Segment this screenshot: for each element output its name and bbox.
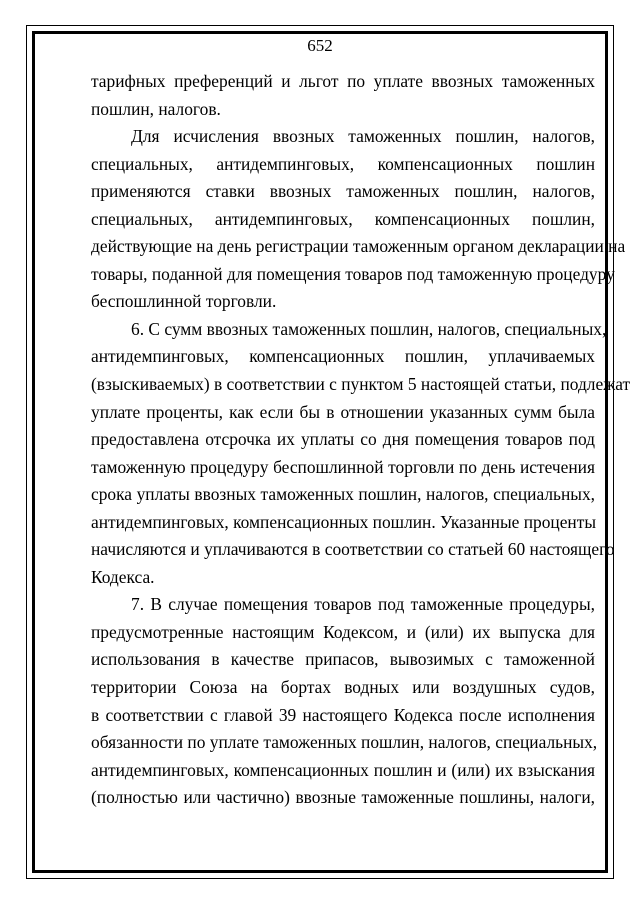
text-line: тарифных преференций и льгот по уплате ввозных таможенных (91, 71, 595, 91)
text-line: беспошлинной торговли. (91, 291, 277, 312)
text-line: территории Союза на бортах водных или воздушных судов, (91, 677, 595, 698)
page-number: 652 (307, 36, 333, 55)
text-line: специальных, антидемпинговых, компенсационных пошлин (91, 153, 595, 174)
text-line: специальных, антидемпинговых, компенсационных пошлин, (91, 208, 595, 229)
text-line: предоставлена отсрочка их уплаты со дня помещения товаров под (91, 429, 595, 450)
text-line: антидемпинговых, компенсационных пошлин и (или) их взыскания (91, 759, 595, 780)
text-line: использования в качестве припасов, вывозимых с таможенной (91, 649, 595, 670)
text-line: (взыскиваемых) в соответствии с пунктом 5 настоящей статьи, подлежат (91, 374, 631, 395)
text-line: обязанности по уплате таможенных пошлин, налогов, специальных, (91, 732, 598, 753)
text-line: применяются ставки ввозных таможенных пошлин, налогов, (91, 181, 595, 202)
text-line: антидемпинговых, компенсационных пошлин, уплачиваемых (91, 346, 595, 367)
text-line: Кодекса. (91, 566, 155, 587)
text-line: срока уплаты ввозных таможенных пошлин, налогов, специальных, (91, 484, 595, 505)
text-line: товары, поданной для помещения товаров под таможенную процедуру (91, 263, 615, 284)
text-line: предусмотренные настоящим Кодексом, и (или) их выпуска для (91, 621, 595, 642)
text-line: (полностью или частично) ввозные таможенные пошлины, налоги, (91, 787, 595, 808)
document-body (91, 68, 631, 812)
text-line: пошлин, налогов. (91, 98, 221, 119)
paragraph (91, 68, 595, 123)
text-line: уплате проценты, как если бы в отношении указанных сумм была (91, 401, 595, 422)
text-line: антидемпинговых, компенсационных пошлин. Указанные проценты (91, 511, 597, 532)
text-line: начисляются и уплачиваются в соответствии со статьей 60 настоящего (91, 539, 615, 560)
text-line: 7. В случае помещения товаров под таможенные процедуры, (131, 594, 595, 615)
text-line: 6. С сумм ввозных таможенных пошлин, налогов, специальных, (131, 318, 607, 339)
text-line: действующие на день регистрации таможенным органом декларации на (91, 236, 626, 257)
text-line: в соответствии с главой 39 настоящего Кодекса после исполнения (91, 704, 595, 725)
text-line: таможенную процедуру беспошлинной торговли по день истечения (91, 456, 595, 477)
paragraph (91, 591, 598, 811)
text-line: Для исчисления ввозных таможенных пошлин, налогов, (131, 126, 595, 147)
paragraph (91, 123, 626, 316)
paragraph (91, 316, 631, 591)
